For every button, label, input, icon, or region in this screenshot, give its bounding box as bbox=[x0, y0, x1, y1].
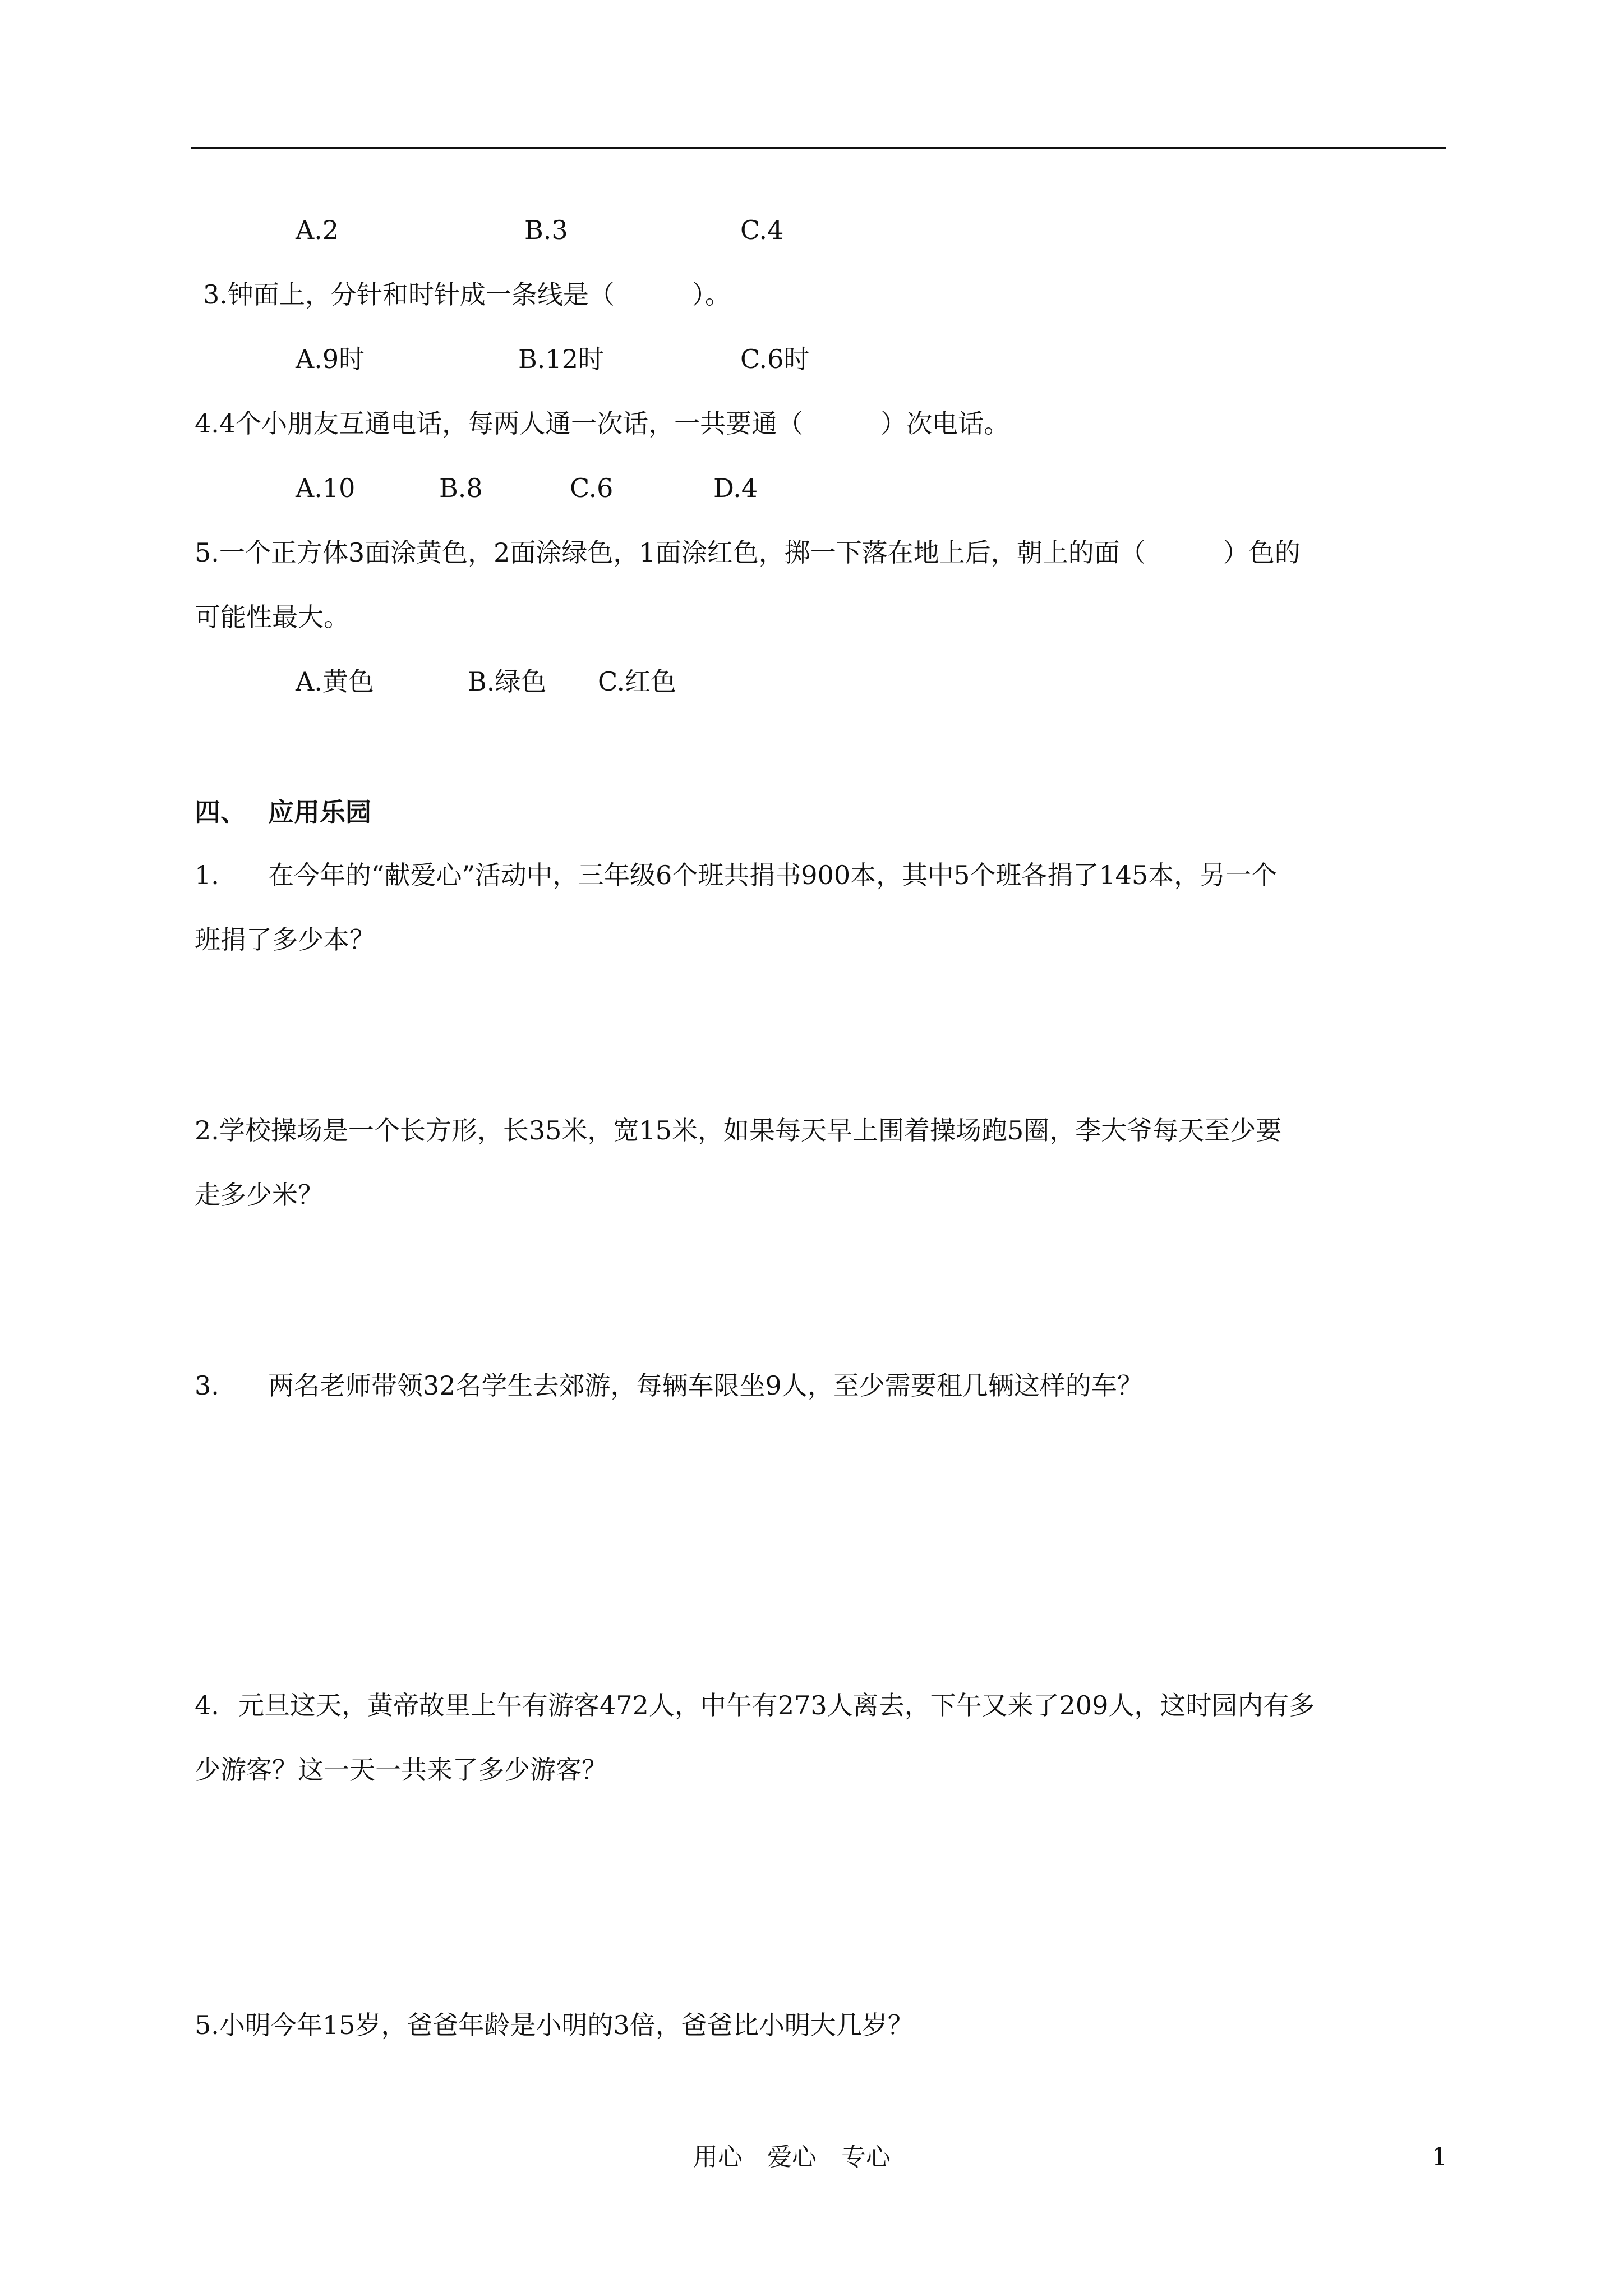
problem-5-text: 5.小明今年15岁，爸爸年龄是小明的3倍，爸爸比小明大几岁？ bbox=[195, 2010, 914, 2040]
section-number: 四、 bbox=[195, 797, 246, 827]
q3-option-a: A.9时 bbox=[296, 344, 365, 374]
q3-text: 3.钟面上，分针和时针成一条线是（ ）。 bbox=[203, 279, 731, 310]
q3-option-c: C.6时 bbox=[740, 344, 810, 374]
problem-4-text-line1: 元旦这天，黄帝故里上午有游客472人，中午有273人离去，下午又来了209人，这时园内有多 bbox=[238, 1690, 1315, 1720]
section-title: 应用乐园 bbox=[268, 797, 371, 827]
q2-option-a: A.2 bbox=[296, 215, 339, 245]
footer-motto: 用心 爱心 专心 bbox=[693, 2143, 891, 2171]
problem-2-text-line2: 走多少米？ bbox=[195, 1180, 324, 1210]
problem-1-text-line2: 班捐了多少本？ bbox=[195, 924, 375, 955]
q4-option-a: A.10 bbox=[296, 473, 356, 503]
problem-4-text-line2: 少游客？这一天一共来了多少游客？ bbox=[195, 1755, 607, 1785]
problem-2-text-line1: 2.学校操场是一个长方形，长35米，宽15米，如果每天早上围着操场跑5圈，李大爷每天至少要 bbox=[195, 1115, 1282, 1145]
q2-option-c: C.4 bbox=[740, 215, 784, 245]
q5-option-b: B.绿色 bbox=[468, 666, 547, 697]
q4-option-b: B.8 bbox=[439, 473, 483, 503]
page-number: 1 bbox=[1432, 2143, 1447, 2171]
q5-text-line1: 5.一个正方体3面涂黄色，2面涂绿色，1面涂红色，掷一下落在地上后，朝上的面（ ）色的 bbox=[195, 537, 1301, 568]
q3-option-b: B.12时 bbox=[518, 344, 604, 374]
problem-1-number: 1. bbox=[195, 860, 219, 890]
q5-text-line2: 可能性最大。 bbox=[195, 602, 349, 632]
q4-option-c: C.6 bbox=[570, 473, 614, 503]
q5-option-c: C.红色 bbox=[598, 666, 677, 697]
q4-text: 4.4个小朋友互通电话，每两人通一次话，一共要通（ ）次电话。 bbox=[195, 408, 1010, 439]
problem-3-number: 3. bbox=[195, 1370, 219, 1401]
q5-option-a: A.黄色 bbox=[296, 666, 374, 697]
problem-3-text: 两名老师带领32名学生去郊游，每辆车限坐9人，至少需要租几辆这样的车？ bbox=[268, 1370, 1143, 1401]
q2-option-b: B.3 bbox=[524, 215, 568, 245]
problem-4-number: 4. bbox=[195, 1690, 219, 1720]
q4-option-d: D.4 bbox=[713, 473, 758, 503]
header-rule bbox=[191, 147, 1446, 149]
problem-1-text-line1: 在今年的“献爱心”活动中，三年级6个班共捐书900本，其中5个班各捐了145本，另一个 bbox=[268, 860, 1278, 890]
